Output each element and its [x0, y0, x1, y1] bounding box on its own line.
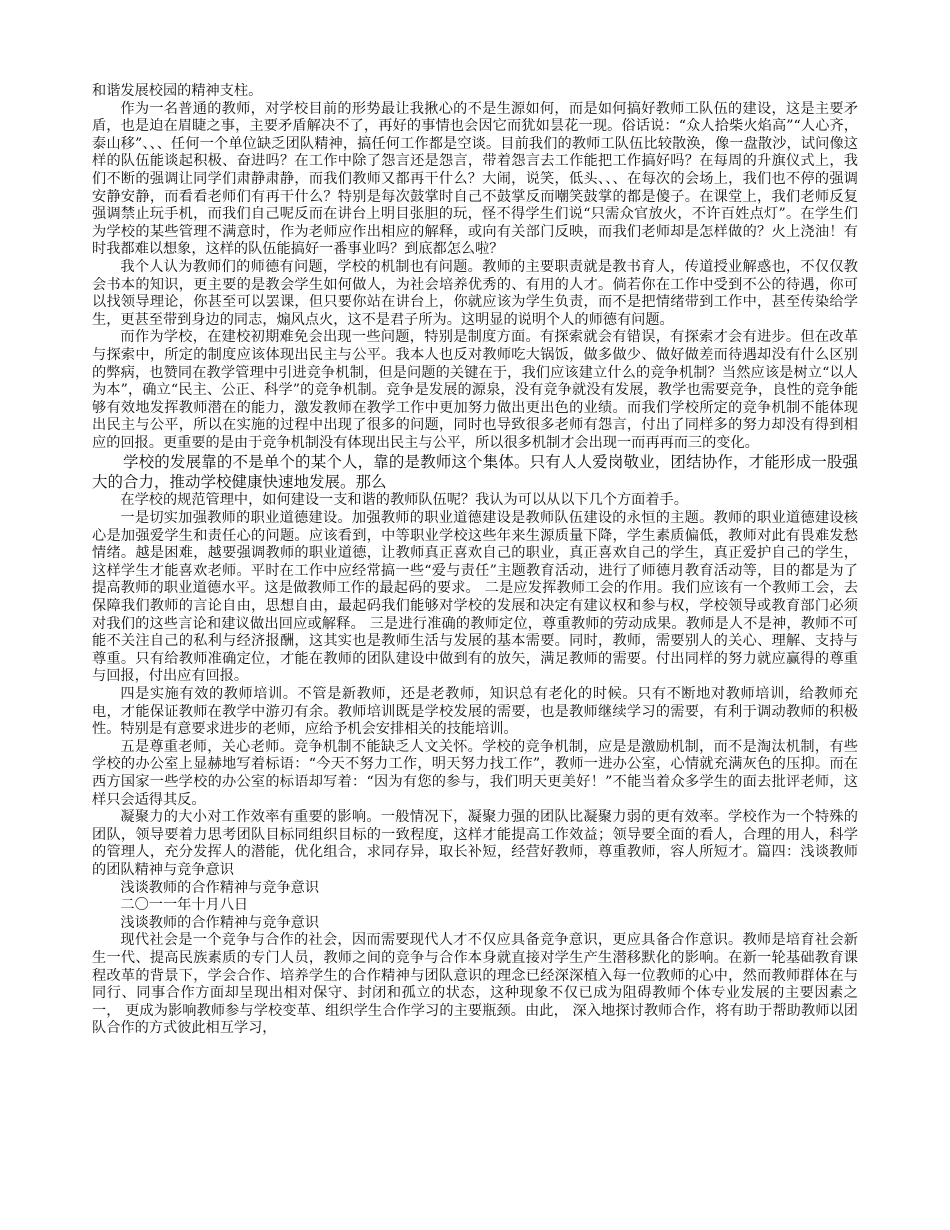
paragraph-1: 作为一名普通的教师，对学校目前的形势最让我揪心的不是生源如何，而是如何搞好教师工队伍的建设，这是主要矛盾，也是迫在眉睫之事，主要矛盾解决不了，再好的事情也会因它而犹如昙花一现。俗话说：“众人拾柴火焰高”“人心齐，泰山移”、、、任何一个单位缺乏团队精神，搞任何工作都是空谈。目前我们的教师工队伍比较散涣，像一盘散沙，试问像这样的队伍能谈起积极、奋进吗？在工作中除了怨言还是怨言，带着怨言去工作能把工作搞好吗？在每周的升旗仪式上，我们不断的强调让同学们肃静肃静，而我们教师又都再干什么？大闹，说笑，低头、、、在每次的会场上，我们也不停的强调安静安静，而看看老师们有再干什么？特别是每次鼓掌时自己不鼓掌反而嘲笑鼓掌的都是傻子。在课堂上，我们老师反复强调禁止玩手机，而我们自己呢反而在讲台上明目张胆的玩，怪不得学生们说“只需众官放火，不许百姓点灯”。在学生们为学校的某些管理不满意时，作为老师应作出相应的解释，或向有关部门反映，而我们老师却是怎样做的？火上浇油！有时我都难以想象，这样的队伍能搞好一番事业吗？到底都怎么啦？ [92, 100, 858, 258]
paragraph-13: 现代社会是一个竞争与合作的社会，因而需要现代人才不仅应具备竞争意识，更应具备合作意识。教师是培育社会新生一代、提高民族素质的专门人员，教师之间的竞争与合作本身就直接对学生产生潜移默化的影响。在新一轮基础教育课程改革的背景下，学会合作、培养学生的合作精神与团队意识的理念已经深深植入每一位教师的心中，然而教师群体在与同行、同事合作方面却呈现出相对保守、封闭和孤立的状态，这种现象不仅已成为阻碍教师个体专业发展的主要因素之一， 更成为影响教师参与学校变革、组织学生合作学习的主要瓶颈。由此， 深入地探讨教师合作，将有助于帮助教师以团队合作的方式彼此相互学习， [92, 932, 858, 1037]
paragraph-9: 凝聚力的大小对工作效率有重要的影响。一般情况下，凝聚力强的团队比凝聚力弱的更有效率。学校作为一个特殊的团队，领导要着力思考团队目标同组织目标的一致程度，这样才能提高工作效益；领导要全面的看人，合理的用人，科学的管理人，充分发挥人的潜能，优化组合，求同存异，取长补短，经营好教师，尊重教师，容人所短才。篇四：浅谈教师的团队精神与竞争意识 [92, 809, 858, 878]
paragraph-6: 一是切实加强教师的职业道德建设。加强教师的职业道德建设是教师队伍建设的永恒的主题。教师的职业道德建设核心是加强爱学生和责任心的问题。应该看到，中等职业学校这些年来生源质量下降，学生素质偏低，教师对此有畏难发愁情绪。越是困难，越要强调教师的职业道德，让教师真正喜欢自己的职业，真正喜欢自己的学生，真正爱护自己的学生，这样学生才能喜欢老师。平时在工作中应经常搞一些“爱与责任”主题教育活动，进行了师德月教育活动等，目的都是为了提高教师的职业道德水平。这是做教师工作的最起码的要求。 二是应发挥教师工会的作用。我们应该有一个教师工会，去保障我们教师的言论自由，思想自由，最起码我们能够对学校的发展和决定有建议权和参与权，学校领导或教育部门必须对我们的这些言论和建议做出回应或解释。 三是进行准确的教师定位，尊重教师的劳动成果。教师是人不是神，教师不可能不关注自己的私利与经济报酬，这其实也是教师生活与发展的基本需要。同时，教师，需要别人的关心、理解、支持与尊重。只有给教师准确定位，才能在教师的团队建设中做到有的放矢，满足教师的需要。付出同样的努力就应赢得的尊重与回报，付出应有回报。 [92, 510, 858, 685]
subtitle-line: 浅谈教师的合作精神与竞争意识 [120, 879, 320, 896]
paragraph-8: 五是尊重老师，关心老师。竞争机制不能缺乏人文关怀。学校的竞争机制，应是是激励机制，而不是淘汰机制，有些学校的办公室上显赫地写着标语：“今天不努力工作，明天努力找工作”，教师一进办公室，心情就充满灰色的压抑。而在西方国家一些学校的办公室的标语却写着：“因为有您的参与，我们明天更美好！”不能当着众多学生的面去批评老师，这样只会适得其反。 [92, 738, 858, 808]
paragraph-4: 学校的发展靠的不是单个的某个人，靠的是教师这个集体。只有人人爱岗敬业，团结协作，才能形成一股强大的合力，推动学校健康快速地发展。那么 [92, 453, 858, 492]
paragraph-5: 在学校的规范管理中，如何建设一支和谐的教师队伍呢？我认为可以从以下几个方面着手。 [120, 492, 688, 509]
paragraph-2: 我个人认为教师们的师德有问题，学校的机制也有问题。教师的主要职责就是教书育人，传道授业解惑也，不仅仅教会书本的知识，更主要的是教会学生如何做人，为社会培养优秀的、有用的人才。倘若你在工作中受到不公的待遇，你可以找领导理论，你甚至可以罢课，但只要你站在讲台上，你就应该为学生负责，而不是把情绪带到工作中，甚至传染给学生，更甚至带到身边的同志，煽风点火，这不是君子所为。这明显的说明个人的师德有问题。 [92, 258, 858, 328]
subtitle-line-2: 浅谈教师的合作精神与竞争意识 [120, 914, 320, 931]
date-line: 二〇一一年十月八日 [120, 897, 249, 914]
paragraph-7: 四是实施有效的教师培训。不管是新教师，还是老教师，知识总有老化的时候。只有不断地对教师培训，给教师充电，才能保证教师在教学中游刃有余。教师培训既是学校发展的需要，也是教师继续学习的需要，有利于调动教师的积极性。特别是有意要求进步的老师，应给予机会安排相关的技能培训。 [92, 686, 858, 738]
paragraph-0: 和谐发展校园的精神支柱。 [92, 83, 263, 99]
paragraph-3: 而作为学校，在建校初期难免会出现一些问题，特别是制度方面。有探索就会有错误，有探索才会有进步。但在改革与探索中，所定的制度应该体现出民主与公平。我本人也反对教师吃大锅饭，做多做少、做好做差而待遇却没有什么区别的弊病，也赞同在教学管理中引进竞争机制，但是问题的关键在于，我们应该建立什么的竞争机制？当然应该是树立“以人为本”，确立“民主、公正、科学”的竞争机制。竞争是发展的源泉，没有竞争就没有发展，教学也需要竞争，良性的竞争能够有效地发挥教师潜在的能力，激发教师在教学工作中更加努力做出更出色的业绩。而我们学校所定的竞争机制不能体现出民主与公平，所以在实施的过程中出现了很多的问题，同时也导致很多老师有怨言，付出了同样多的努力却没有得到相应的回报。更重要的是由于竞争机制没有体现出民主与公平，所以很多机制才会出现一而再再而三的变化。 [92, 329, 858, 451]
